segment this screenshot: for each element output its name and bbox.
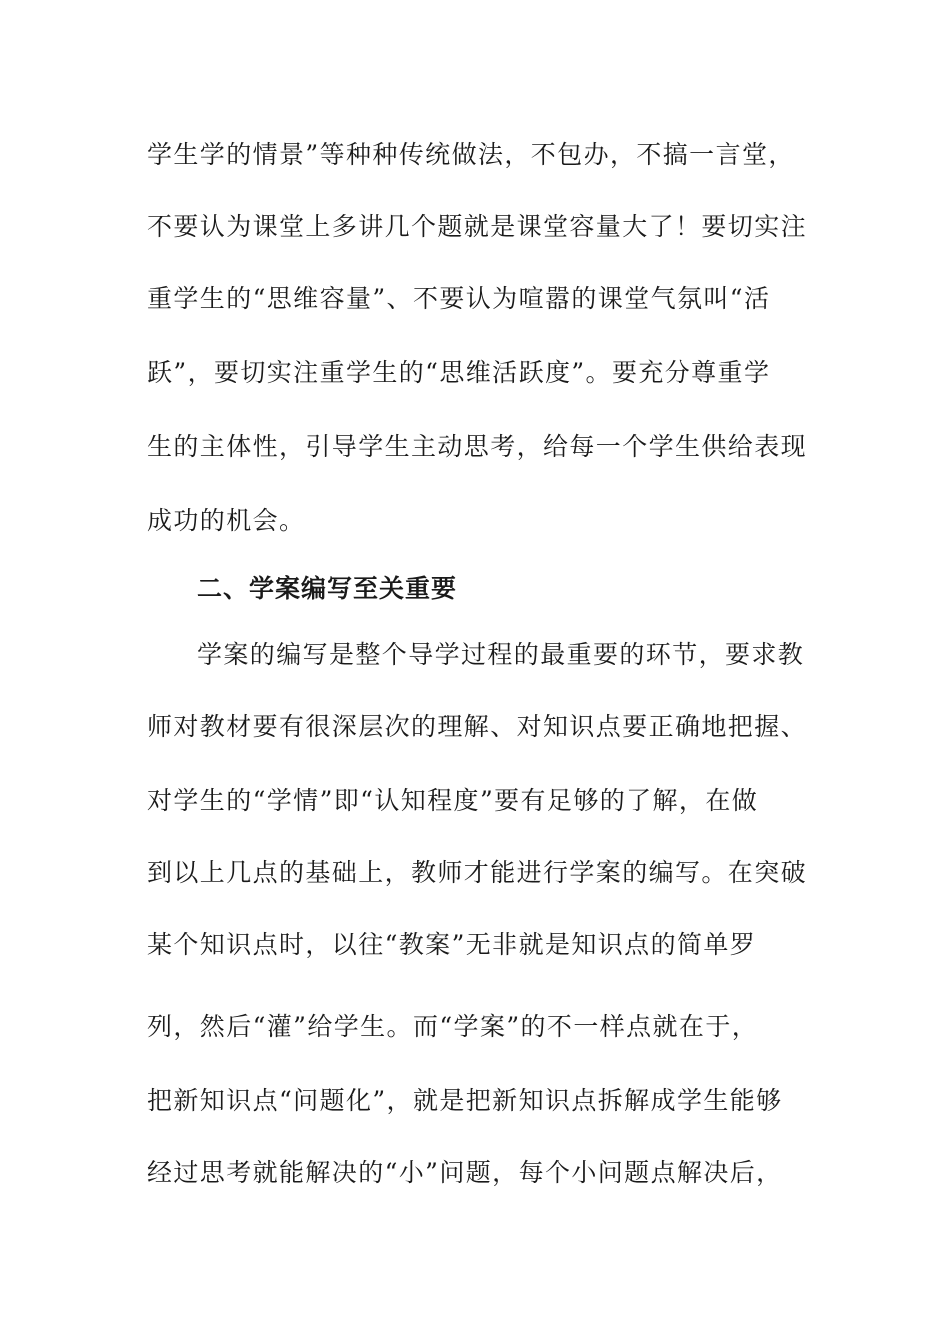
paragraph-line: 学案的编写是整个导学过程的最重要的环节，要求教 <box>197 640 805 669</box>
paragraph-line: 跃”，要切实注重学生的“思维活跃度”。要充分尊重学 <box>147 358 771 387</box>
paragraph-line: 师对教材要有很深层次的理解、对知识点要正确地把握、 <box>147 712 808 741</box>
paragraph-line: 生的主体性，引导学生主动思考，给每一个学生供给表现 <box>147 432 808 461</box>
paragraph-line: 把新知识点“问题化”，就是把新知识点拆解成学生能够 <box>147 1086 783 1115</box>
paragraph-line: 经过思考就能解决的“小”问题，每个小问题点解决后， <box>147 1158 783 1187</box>
paragraph-line: 成功的机会。 <box>147 506 306 535</box>
paragraph-line: 到以上几点的基础上，教师才能进行学案的编写。在突破 <box>147 858 808 887</box>
paragraph-line: 不要认为课堂上多讲几个题就是课堂容量大了！要切实注 <box>147 212 808 241</box>
paragraph-line: 学生学的情景”等种种传统做法，不包办，不搞一言堂， <box>147 140 795 169</box>
paragraph-line: 列，然后“灌”给学生。而“学案”的不一样点就在于， <box>147 1012 759 1041</box>
paragraph-line: 重学生的“思维容量”、不要认为喧嚣的课堂气氛叫“活 <box>147 284 771 313</box>
paragraph-line: 某个知识点时，以往“教案”无非就是知识点的简单罗 <box>147 930 757 959</box>
section-heading: 二、学案编写至关重要 <box>197 574 458 603</box>
paragraph-line: 对学生的“学情”即“认知程度”要有足够的了解，在做 <box>147 786 759 815</box>
